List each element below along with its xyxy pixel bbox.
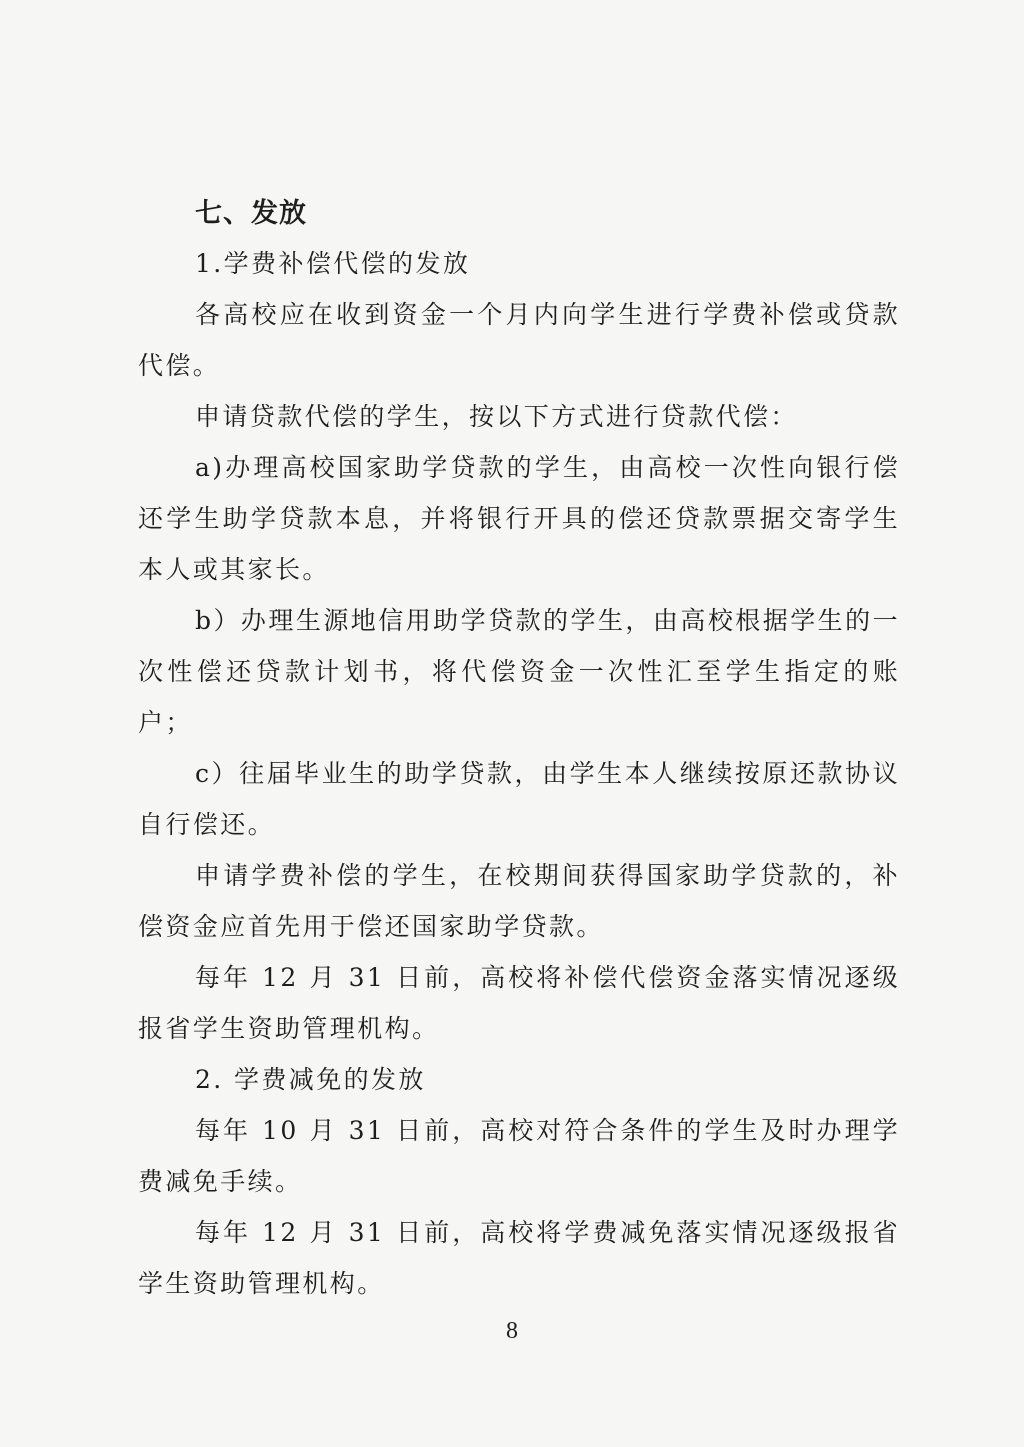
document-body [138,190,900,1309]
paragraph: b）办理生源地信用助学贷款的学生，由高校根据学生的一次性偿还贷款计划书，将代偿资金一次性汇至学生指定的账户； [138,606,900,737]
section-heading: 七、发放 [195,198,307,229]
page-number: 8 [506,1318,518,1344]
paragraph: 每年 12 月 31 日前，高校将学费减免落实情况逐级报省学生资助管理机构。 [138,1218,900,1298]
paragraph: c）往届毕业生的助学贷款，由学生本人继续按原还款协议自行偿还。 [138,759,900,839]
subheading-tuition-compensation: 1.学费补偿代偿的发放 [195,249,471,278]
paragraph: 每年 10 月 31 日前，高校对符合条件的学生及时办理学费减免手续。 [138,1116,900,1196]
paragraph: 申请学费补偿的学生，在校期间获得国家助学贷款的，补偿资金应首先用于偿还国家助学贷款。 [138,861,900,941]
paragraph: 各高校应在收到资金一个月内向学生进行学费补偿或贷款代偿。 [138,300,900,380]
paragraph: 申请贷款代偿的学生，按以下方式进行贷款代偿： [195,402,798,431]
paragraph: a)办理高校国家助学贷款的学生，由高校一次性向银行偿还学生助学贷款本息，并将银行开具的偿还贷款票据交寄学生本人或其家长。 [138,453,900,584]
subheading-tuition-reduction: 2. 学费减免的发放 [195,1065,426,1094]
paragraph: 每年 12 月 31 日前，高校将补偿代偿资金落实情况逐级报省学生资助管理机构。 [138,963,900,1043]
